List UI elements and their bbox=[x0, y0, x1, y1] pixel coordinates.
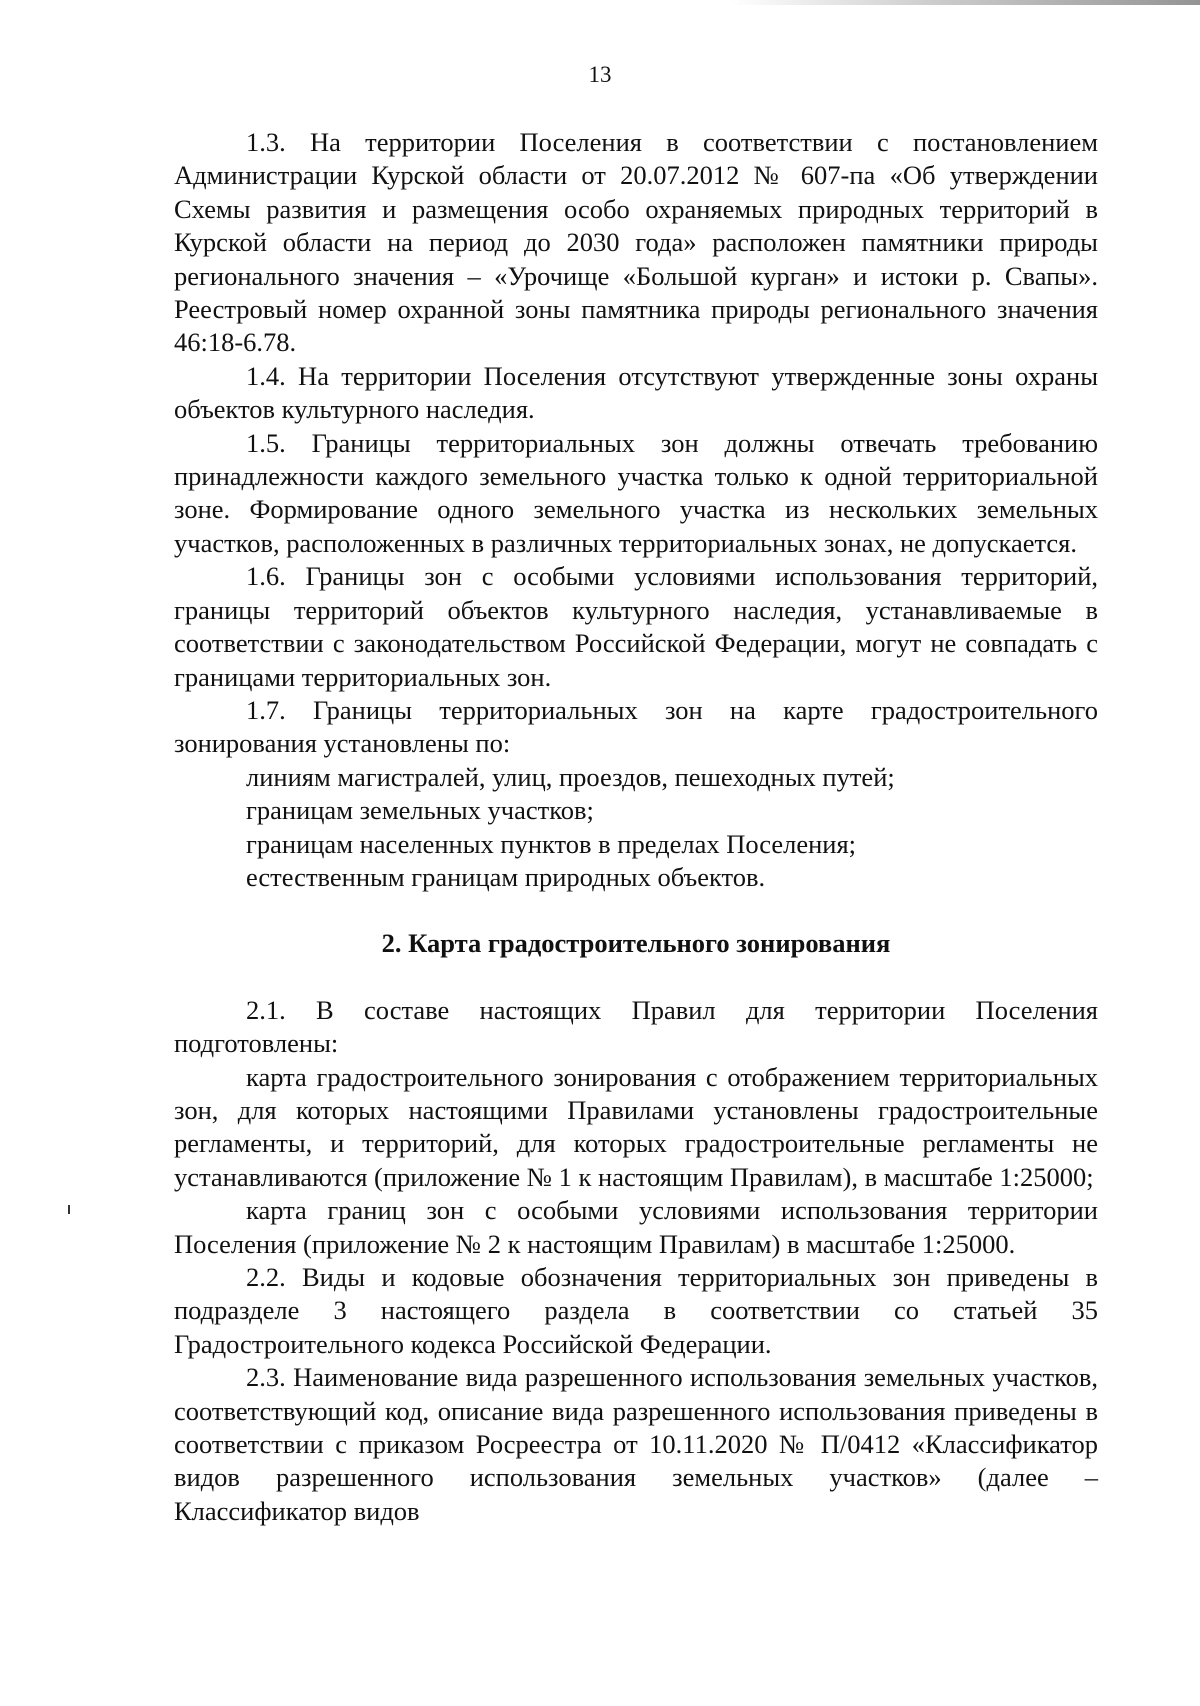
scan-mark bbox=[68, 1205, 70, 1214]
document-body bbox=[174, 126, 1098, 1528]
paragraph-1-4: 1.4. На территории Поселения отсутствуют утвержденные зоны охраны объектов культурного наследия. bbox=[174, 360, 1098, 425]
list-item: границам земельных участков; bbox=[246, 795, 594, 826]
scan-edge-artifact bbox=[730, 0, 1200, 5]
list-item: линиям магистралей, улиц, проездов, пешеходных путей; bbox=[246, 761, 895, 792]
paragraph-1-5: 1.5. Границы территориальных зон должны отвечать требованию принадлежности каждого земельного участка только к одной территориальной зоне. Формирование одного земельного участка из нескольких земельных участков, расположенных в различных территориальных зонах, не допускается. bbox=[174, 427, 1098, 558]
section-heading: 2. Карта градостроительного зонирования bbox=[381, 928, 891, 959]
paragraph-2-2: 2.2. Виды и кодовые обозначения территориальных зон приведены в подразделе 3 настоящего раздела в соответствии со статьей 35 Градостроительного кодекса Российской Федерации. bbox=[174, 1262, 1098, 1359]
paragraph-1-6: 1.6. Границы зон с особыми условиями использования территорий, границы территорий объектов культурного наследия, устанавливаемые в соответствии с законодательством Российской Федерации, могут не совпадать с границами территориальных зон. bbox=[174, 561, 1098, 692]
page-number: 13 bbox=[588, 62, 612, 87]
paragraph-2-1-map-boundaries: карта границ зон с особыми условиями использования территории Поселения (приложение № 2 к настоящим Правилам) в масштабе 1:25000. bbox=[174, 1195, 1098, 1259]
paragraph-2-1: 2.1. В составе настоящих Правил для территории Поселения подготовлены: bbox=[174, 994, 1098, 1059]
paragraph-1-7: 1.7. Границы территориальных зон на карте градостроительного зонирования установлены по: bbox=[174, 694, 1098, 759]
paragraph-2-1-map-zoning: карта градостроительного зонирования с отображением территориальных зон, для которых настоящими Правилами установлены градостроительные регламенты, и территорий, для которых градостроительные регламенты не устанавливаются (приложение № 1 к настоящим Правилам), в масштабе 1:25000; bbox=[174, 1061, 1098, 1192]
paragraph-2-3: 2.3. Наименование вида разрешенного использования земельных участков, соответствующий код, описание вида разрешенного использования приведены в соответствии с приказом Росреестра от 10.11.2020 № П/0412 «Классификатор видов разрешенного использования земельных участков» (далее – Классификатор видов bbox=[174, 1362, 1098, 1526]
list-item: естественным границам природных объектов. bbox=[246, 861, 766, 892]
list-item: границам населенных пунктов в пределах Поселения; bbox=[246, 828, 857, 859]
paragraph-1-3: 1.3. На территории Поселения в соответствии с постановлением Администрации Курской области от 20.07.2012 № 607-па «Об утверждении Схемы развития и размещения особо охраняемых природных территорий в Курской области на период до 2030 года» расположен памятники природы регионального значения – «Урочище «Большой курган» и истоки р. Свапы». Реестровый номер охранной зоны памятника природы регионального значения 46:18-6.78. bbox=[174, 127, 1098, 358]
